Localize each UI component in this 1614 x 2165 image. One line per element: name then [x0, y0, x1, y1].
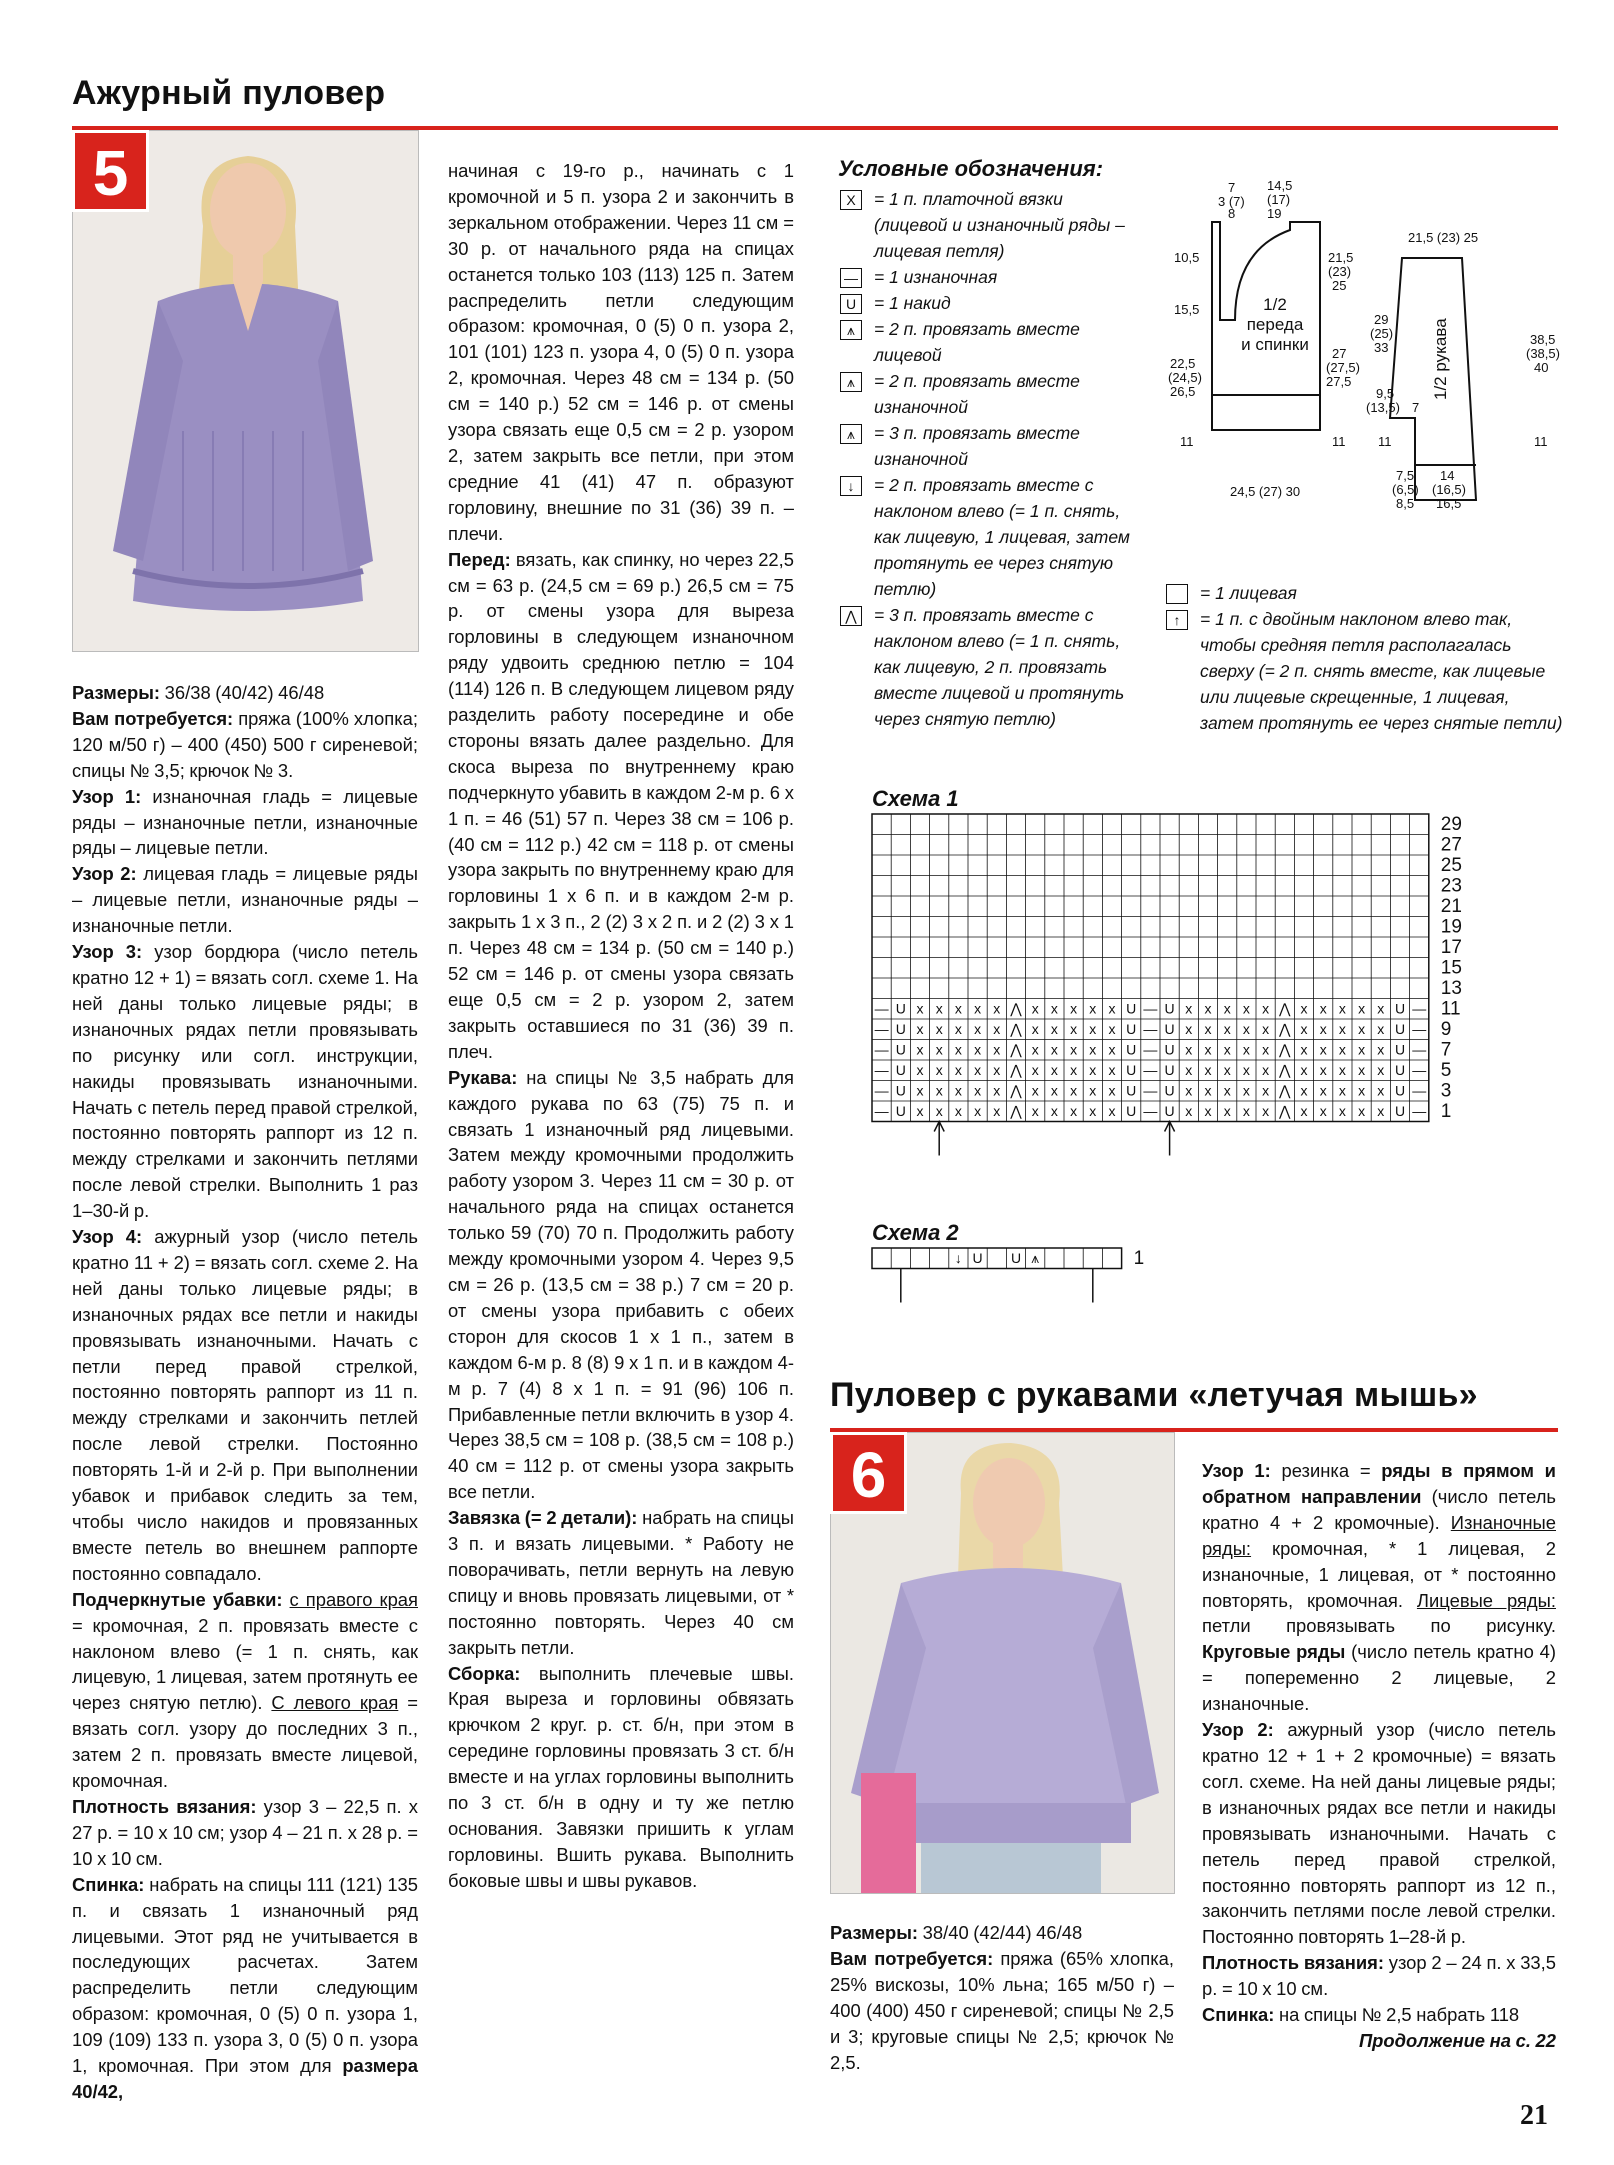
row-number: 29 — [1440, 814, 1462, 835]
schema1-title: Схема 1 — [872, 786, 959, 811]
paragraph: Вам потребуется: пряжа (100% хлопка; 120 м/50 г) – 400 (450) 500 г сиреневой; спицы № 3,5; крючок № 3. — [72, 707, 418, 781]
stitch-symbol: x — [1031, 1062, 1039, 1078]
stitch-symbol: x — [1262, 1082, 1270, 1099]
stitch-symbol: x — [1223, 1000, 1231, 1017]
stitch-symbol: ⋀ — [1279, 1041, 1291, 1058]
stitch-symbol: x — [993, 1103, 1001, 1119]
pattern-number-badge-1: 5 — [72, 130, 149, 212]
stitch-symbol: U — [1010, 1250, 1022, 1266]
legend-item: ↑ = 1 п. с двойным наклоном влево так, чтобы средняя петля располагалась сверху (= 2 п. снять вместе, как лицевые или лицевые скрещенные, 1 лицевая, затем протянуть ее через снятые петли) — [1166, 606, 1566, 736]
stitch-symbol: U — [1126, 1062, 1137, 1078]
stitch-symbol: x — [1223, 1103, 1231, 1119]
stitch-symbol: ⋀ — [1279, 1062, 1291, 1078]
stitch-symbol: x — [916, 1062, 924, 1078]
dim-label: 7 — [1228, 180, 1236, 195]
paragraph: Плотность вязания: узор 3 – 22,5 п. х 27 р. = 10 х 10 см; узор 4 – 21 п. х 28 р. = 10 х 10 см. — [72, 1795, 418, 1869]
stitch-symbol: x — [1319, 1041, 1327, 1058]
stitch-symbol: x — [1223, 1021, 1231, 1037]
stitch-symbol-icon: ⋀ — [840, 606, 862, 626]
paragraph: Спинка: на спицы № 2,5 набрать 118 — [1202, 2004, 1520, 2026]
stitch-symbol: x — [1338, 1062, 1346, 1078]
stitch-symbol: x — [954, 1082, 962, 1099]
stitch-symbol: — — [1143, 1103, 1158, 1119]
stitch-symbol: x — [1338, 1082, 1346, 1099]
dim-label: (6,5) — [1392, 482, 1419, 497]
stitch-symbol: x — [1070, 1021, 1078, 1037]
stitch-symbol: — — [1412, 1000, 1427, 1017]
stitch-symbol: x — [1377, 1082, 1385, 1099]
stitch-symbol: — — [874, 1103, 889, 1119]
dim-label: 10,5 — [1174, 250, 1200, 265]
paragraph: Рукава: на спицы № 3,5 набрать для каждого рукава по 63 (75) 75 п. и связать 1 изнаночный ряд лицевыми. Затем между кромочными продолжить работу узором 3. Через 11 см = 30 р. от начального ряда на спицах останется только 59 (70) 70 п. Продолжить работу между кромочными узором 4. Через 9,5 см = 26 р. (13,5 см = 38 р.) 7 см = 20 р. от смены узора прибавить с обеих сторон для скосов 1 х 1 п., затем в каждом 6-м р. 8 (8) 9 х 1 п. и в каждом 4-м р. 7 (4) 8 х 1 п. = 91 (96) 106 п. Прибавленные петли включить в узор 4. Через 38,5 см = 108 р. (38,5 см = 108 р.) 40 см = 112 р. от смены узора закрыть все петли. — [448, 1066, 794, 1503]
paragraph: Размеры: 36/38 (40/42) 46/48 — [72, 682, 325, 703]
stitch-symbol: x — [1300, 1082, 1308, 1099]
stitch-symbol-icon: ⩚ — [840, 372, 862, 392]
paragraph: Подчеркнутые убавки: с правого края = кромочная, 2 п. провязать вместе с наклоном влево (= 1 п. снять, как лицевую, 1 лицевая, затем протянуть ее через снятую петлю). С левого края = вязать согл. узору до последних 3 п., затем 2 п. провязать вместе лицевой, кромочная. — [72, 1588, 418, 1792]
stitch-symbol: x — [1070, 1103, 1078, 1119]
stitch-symbol: x — [1338, 1103, 1346, 1119]
stitch-symbol: x — [1338, 1021, 1346, 1037]
stitch-symbol: x — [1185, 1041, 1193, 1058]
stitch-symbol: x — [1050, 1062, 1058, 1078]
stitch-symbol: x — [1108, 1062, 1116, 1078]
stitch-symbol: — — [874, 1000, 889, 1017]
paragraph: Узор 4: ажурный узор (число петель кратно 11 + 2) = вязать согл. схеме 2. На ней даны только лицевые ряды; в изнаночных рядах все петли и накиды провязывать изнаночными. Начать с петли перед правой стрелкой, постоянно повторять раппорт из 11 п. между стрелками и закончить петлей после левой стрелки. Постоянно повторять 1-й и 2-й р. При выполнении убавок и прибавок следить за тем, чтобы число накидов и провязанных вместе петель во внешнем раппорте постоянно совпадало. — [72, 1226, 419, 1584]
body-piece-label: переда — [1246, 315, 1304, 334]
row-number: 9 — [1440, 1019, 1452, 1040]
legend-item: — = 1 изнаночная — [840, 264, 1140, 290]
stitch-symbol-icon: — — [840, 268, 862, 288]
dim-label: 21,5 — [1328, 250, 1354, 265]
stitch-symbol: x — [935, 1103, 943, 1119]
dim-label: 8 — [1228, 206, 1236, 221]
stitch-symbol: x — [1204, 1000, 1212, 1017]
stitch-symbol: x — [1319, 1062, 1327, 1078]
stitch-symbol: U — [895, 1021, 906, 1037]
stitch-symbol-icon: ⩚ — [840, 424, 862, 444]
stitch-symbol: x — [1031, 1021, 1039, 1037]
stitch-symbol: x — [1242, 1041, 1250, 1058]
article-title-1: Ажурный пуловер — [72, 74, 386, 112]
article2-column-1 — [830, 1920, 1174, 2075]
dim-label: (38,5) — [1526, 346, 1560, 361]
dim-label: (13,5) — [1366, 400, 1400, 415]
row-number: 23 — [1440, 875, 1462, 897]
stitch-symbol: U — [1126, 1103, 1137, 1119]
stitch-symbol: U — [895, 1062, 906, 1078]
stitch-symbol: x — [1108, 1021, 1116, 1037]
stitch-symbol-icon: ⩚ — [840, 320, 862, 340]
stitch-symbol: ⋀ — [1010, 1103, 1022, 1119]
stitch-symbol: x — [1242, 1062, 1250, 1078]
stitch-symbol: x — [1031, 1082, 1039, 1099]
stitch-symbol: x — [935, 1021, 943, 1037]
stitch-symbol: x — [1358, 1021, 1366, 1037]
dim-label: 8,5 — [1396, 496, 1415, 511]
stitch-symbol: U — [1164, 1082, 1175, 1099]
paragraph: начиная с 19-го р., начинать с 1 кромочной и 5 п. узора 2 и закончить в зеркальном отображении. Через 11 см = 30 р. от начального ряда на спицах останется только 103 (113) 125 п. Затем распределить петли следующим образом: кромочная, 0 (5) 0 п. узора 2, 101 (101) 123 п. узора 4, 0 (5) 0 п. узора 2, кромочная. Через 48 см = 134 р. (50 см = 140 р.) 52 см = 146 р. от смены узора связать еще 0,5 см = 2 р. узором 2, затем закрыть все петли, при этом средние 41 (41) 47 п. образуют горловину, внешние по 31 (36) 39 п. – плечи. — [448, 160, 794, 544]
stitch-symbol: U — [1164, 1041, 1175, 1058]
row-number: 11 — [1440, 998, 1461, 1020]
stitch-symbol: x — [1204, 1103, 1212, 1119]
paragraph: Плотность вязания: узор 2 – 24 п. х 33,5 р. = 10 х 10 см. — [1202, 1952, 1556, 2000]
stitch-symbol: x — [916, 1041, 924, 1058]
paragraph: Узор 3: узор бордюра (число петель кратно 12 + 1) = вязать согл. схеме 1. На ней даны только лицевые ряды; в изнаночных рядах петли провязывать по рисунку или согл. инструкции, накиды провязывать изнаночными. Начать с петель перед правой стрелкой, постоянно повторять раппорт из 12 п. между стрелками и закончить петлями после левой стрелки. Выполнить 1 раз 1–30-й р. — [72, 941, 418, 1222]
paragraph: Размеры: 38/40 (42/44) 46/48 — [830, 1922, 1083, 1943]
stitch-symbol: U — [1394, 1062, 1406, 1078]
stitch-symbol: ⋀ — [1010, 1000, 1022, 1017]
row-number: 1 — [1133, 1248, 1145, 1269]
article1-column-2 — [448, 158, 794, 1894]
dim-label: 38,5 — [1530, 332, 1556, 347]
stitch-symbol: x — [1223, 1062, 1231, 1078]
stitch-symbol-icon: U — [840, 294, 862, 314]
stitch-symbol: x — [1070, 1000, 1078, 1017]
dim-label: (16,5) — [1432, 482, 1466, 497]
double-decrease-icon: ↑ — [1166, 610, 1188, 630]
stitch-symbol: U — [895, 1000, 906, 1017]
stitch-symbol: x — [1089, 1103, 1097, 1119]
stitch-symbol: — — [874, 1062, 889, 1078]
stitch-symbol: ⋀ — [1279, 1103, 1291, 1119]
stitch-symbol: x — [1089, 1021, 1097, 1037]
paragraph: Узор 2: ажурный узор (число петель кратно 12 + 1 + 2 кромочные) = вязать согл. схеме. На ней даны лицевые ряды; в изнаночных рядах все петли и накиды провязывать изнаночными. Начать с петель перед правой стрелкой, постоянно повторять раппорт из 12 п., закончить петлями после левой стрелки. Постоянно повторять 1–28-й р. — [1202, 1719, 1556, 1948]
stitch-symbol: x — [1377, 1021, 1385, 1037]
row-number: 19 — [1440, 916, 1462, 938]
stitch-symbol: x — [1300, 1021, 1308, 1037]
stitch-symbol: x — [1185, 1021, 1193, 1037]
page-number: 21 — [1520, 2100, 1548, 2131]
paragraph: Вам потребуется: пряжа (65% хлопка, 25% вискозы, 10% льна; 165 м/50 г) – 400 (400) 450 г сиреневой; спицы № 2,5 и 3; круговые спицы № 2,5; крючок № 2,5. — [830, 1947, 1174, 2073]
legend-item: X = 1 п. платочной вязки (лицевой и изнаночный ряды – лицевая петля) — [840, 186, 1140, 264]
stitch-symbol: x — [1050, 1000, 1058, 1017]
stitch-symbol: x — [1300, 1103, 1308, 1119]
article-title-2: Пуловер с рукавами «летучая мышь» — [830, 1376, 1478, 1414]
stitch-symbol: x — [993, 1021, 1001, 1037]
stitch-symbol: — — [1412, 1103, 1427, 1119]
stitch-symbol: x — [1204, 1041, 1212, 1058]
dim-label: 16,5 — [1436, 496, 1462, 511]
stitch-symbol: x — [954, 1000, 962, 1017]
dim-label: 15,5 — [1174, 302, 1200, 317]
stitch-symbol: U — [1126, 1082, 1137, 1099]
stitch-symbol: ⩚ — [1031, 1250, 1040, 1266]
stitch-symbol: U — [1394, 1041, 1406, 1058]
dim-label: 7,5 — [1396, 468, 1415, 483]
stitch-symbol: x — [935, 1082, 943, 1099]
stitch-symbol: x — [974, 1082, 982, 1099]
stitch-symbol: x — [1377, 1062, 1385, 1078]
row-number: 1 — [1440, 1101, 1452, 1122]
dim-label: 27,5 — [1326, 374, 1352, 389]
stitch-symbol: x — [1358, 1082, 1366, 1099]
stitch-symbol: x — [1300, 1062, 1308, 1078]
stitch-symbol: x — [916, 1000, 924, 1017]
stitch-symbol: x — [1089, 1000, 1097, 1017]
stitch-symbol: x — [1242, 1021, 1250, 1037]
dim-label: (23) — [1328, 264, 1352, 279]
paragraph: Спинка: набрать на спицы 111 (121) 135 п. и связать 1 изнаночный ряд лицевыми. Этот ряд не учитывается в последующих расчетах. Затем распределить петли следующим образом: кромочная, 0 (5) 0 п. узора 1, 109 (109) 133 п. узора 3, 0 (5) 0 п. узора 1, кромочная. При этом для размера 40/42, — [72, 1873, 418, 2102]
stitch-symbol: x — [1108, 1082, 1116, 1099]
stitch-symbol: x — [1050, 1041, 1058, 1058]
row-number: 21 — [1440, 896, 1462, 917]
dim-label: 21,5 (23) 25 — [1408, 230, 1479, 245]
stitch-symbol: x — [1050, 1082, 1058, 1099]
stitch-symbol: ⋀ — [1279, 1082, 1291, 1099]
stitch-symbol: x — [1262, 1021, 1270, 1037]
stitch-symbol: U — [1164, 1021, 1175, 1037]
stitch-symbol: x — [1070, 1041, 1078, 1058]
stitch-symbol: x — [1108, 1103, 1116, 1119]
legend-list-2 — [1166, 580, 1566, 736]
article2-column-2 — [1202, 1458, 1556, 2054]
dim-label: 27 — [1332, 346, 1347, 361]
schema1-chart — [870, 812, 1520, 1224]
row-number: 25 — [1440, 855, 1462, 876]
stitch-symbol: x — [1338, 1041, 1346, 1058]
stitch-symbol: x — [1377, 1041, 1385, 1058]
paragraph: Перед: вязать, как спинку, но через 22,5 см = 63 р. (24,5 см = 69 р.) 26,5 см = 75 р. от смены узора для выреза горловины в следующем изнаночном ряду удвоить среднюю петлю = 104 (114) 126 п. В следующем лицевом ряду разделить работу посередине и обе стороны вязать далее раздельно. Для скоса выреза по внутреннему краю подчеркнуто убавить в каждом 2-м р. 6 х 1 п. = 46 (51) 57 п. Через 38 см = 106 р. (40 см = 112 р.) 42 см = 118 р. от смены узора закрыть по внутреннему краю для горловины 1 х 6 п. и в каждом 2-м р. закрыть 1 х 3 п., 2 (2) 3 х 2 п. и 2 (2) 3 х 1 п. Через 48 см = 134 р. (50 см = 140 р.) 52 см = 146 р. от смены узора связать еще 0,5 см = 2 р. узором 2, затем закрыть оставшиеся по 31 (36) 39 п. плеч. — [448, 548, 794, 1062]
stitch-symbol: x — [1089, 1041, 1097, 1058]
legend-item: ⩚ = 2 п. провязать вместе лицевой — [840, 316, 1140, 368]
dim-label: 7 — [1412, 400, 1420, 415]
stitch-symbol: x — [1070, 1082, 1078, 1099]
sleeve-piece-label: 1/2 рукава — [1431, 318, 1450, 400]
paragraph: Узор 1: изнаночная гладь = лицевые ряды – изнаночные петли, изнаночные ряды – лицевые петли. — [72, 785, 418, 859]
stitch-symbol: U — [972, 1250, 983, 1266]
stitch-symbol: x — [1319, 1082, 1327, 1099]
stitch-symbol: x — [1358, 1000, 1366, 1017]
stitch-symbol: x — [1338, 1000, 1346, 1017]
stitch-symbol: x — [974, 1041, 982, 1058]
dim-label: 11 — [1534, 434, 1548, 449]
stitch-symbol: x — [1358, 1041, 1366, 1058]
stitch-symbol: x — [1204, 1062, 1212, 1078]
stitch-symbol: ↓ — [954, 1250, 962, 1266]
dim-label: 29 — [1374, 312, 1389, 327]
dim-label: 11 — [1332, 434, 1346, 449]
stitch-symbol: x — [974, 1021, 982, 1037]
stitch-symbol: ⋀ — [1279, 1000, 1291, 1017]
continued-note: Продолжение на с. 22 — [1358, 2029, 1556, 2051]
stitch-symbol: x — [1204, 1021, 1212, 1037]
row-number: 7 — [1440, 1039, 1452, 1061]
knit-stitch-icon — [1166, 584, 1188, 604]
stitch-symbol: x — [1242, 1103, 1250, 1119]
stitch-symbol: — — [1143, 1062, 1158, 1078]
stitch-symbol: x — [1262, 1000, 1270, 1017]
pattern-number-badge-2: 6 — [830, 1432, 907, 1514]
dim-label: (24,5) — [1168, 370, 1202, 385]
stitch-symbol: x — [1223, 1041, 1231, 1058]
stitch-symbol: x — [1223, 1082, 1231, 1099]
body-piece-label: 1/2 — [1263, 295, 1287, 314]
dim-label: (25) — [1370, 326, 1394, 341]
stitch-symbol: — — [874, 1082, 889, 1099]
stitch-symbol: x — [993, 1000, 1001, 1017]
stitch-symbol: — — [1412, 1021, 1427, 1037]
body-piece-label: и спинки — [1241, 335, 1309, 354]
legend-item: ↓ = 2 п. провязать вместе с наклоном влево (= 1 п. снять, как лицевую, 1 лицевая, затем протянуть ее через снятую петлю) — [840, 472, 1140, 602]
dim-label: 26,5 — [1170, 384, 1196, 399]
stitch-symbol: — — [874, 1041, 889, 1058]
stitch-symbol: x — [1242, 1000, 1250, 1017]
legend-item: ⋀ = 3 п. провязать вместе с наклоном влево (= 1 п. снять, как лицевую, 2 п. провязать вместе лицевой и протянуть через снятую петлю) — [840, 602, 1140, 732]
stitch-symbol: U — [1394, 1103, 1406, 1119]
row-number: 3 — [1440, 1080, 1452, 1102]
dim-label: (27,5) — [1326, 360, 1360, 375]
stitch-symbol: U — [895, 1082, 906, 1099]
stitch-symbol: — — [1412, 1062, 1427, 1078]
stitch-symbol-icon: ↓ — [840, 476, 862, 496]
legend-item: U = 1 накид — [840, 290, 1140, 316]
stitch-symbol: x — [1262, 1062, 1270, 1078]
stitch-symbol: x — [974, 1103, 982, 1119]
stitch-symbol: — — [1143, 1021, 1158, 1037]
stitch-symbol: x — [993, 1082, 1001, 1099]
row-number: 13 — [1440, 978, 1462, 999]
stitch-symbol: ⋀ — [1010, 1021, 1022, 1037]
stitch-symbol: U — [1164, 1000, 1175, 1017]
paragraph: Узор 1: резинка = ряды в прямом и обратном направлении (число петель кратно 4 + 2 кромочные). Изнаночные ряды: кромочная, * 1 лицевая, 2 изнаночные, 1 лицевая, от * постоянно повторять, кромочная. Лицевые ряды: петли провязывать по рисунку. Круговые ряды (число петель кратно 4) = попеременно 2 лицевые, 2 изнаночные. — [1202, 1460, 1557, 1715]
stitch-symbol: U — [1394, 1000, 1406, 1017]
dim-label: 25 — [1332, 278, 1347, 293]
stitch-symbol: x — [1358, 1062, 1366, 1078]
stitch-symbol: x — [1031, 1103, 1039, 1119]
stitch-symbol: x — [1185, 1103, 1193, 1119]
stitch-symbol: x — [1031, 1041, 1039, 1058]
stitch-symbol: x — [1070, 1062, 1078, 1078]
stitch-symbol: x — [1108, 1000, 1116, 1017]
dim-label: (17) — [1267, 192, 1291, 207]
legend-list — [840, 186, 1140, 732]
article1-column-1 — [72, 680, 418, 2105]
stitch-symbol: — — [1412, 1082, 1427, 1099]
dim-label: 19 — [1267, 206, 1282, 221]
stitch-symbol: x — [1262, 1103, 1270, 1119]
stitch-symbol: x — [993, 1041, 1001, 1058]
stitch-symbol: ⋀ — [1279, 1021, 1291, 1037]
legend-item: ⩚ = 2 п. провязать вместе изнаночной — [840, 368, 1140, 420]
stitch-symbol: x — [1050, 1103, 1058, 1119]
stitch-symbol: U — [1394, 1082, 1406, 1099]
stitch-symbol: x — [916, 1021, 924, 1037]
stitch-symbol: ⋀ — [1010, 1062, 1022, 1078]
stitch-symbol: — — [874, 1021, 889, 1037]
dim-label: 24,5 (27) 30 — [1230, 484, 1301, 499]
stitch-symbol: U — [895, 1103, 906, 1119]
stitch-symbol: x — [1050, 1021, 1058, 1037]
dim-label: 11 — [1180, 434, 1194, 449]
dim-label: 9,5 — [1376, 386, 1395, 401]
dim-label: 33 — [1374, 340, 1389, 355]
row-number: 27 — [1440, 834, 1462, 856]
stitch-symbol: x — [935, 1041, 943, 1058]
stitch-symbol: x — [954, 1103, 962, 1119]
dim-label: 40 — [1534, 360, 1549, 375]
paragraph: Завязка (= 2 детали): набрать на спицы 3 п. и вязать лицевыми. * Работу не поворачивать, петли вернуть на левую спицу и вновь провязать лицевыми, от * постоянно повторять. Через 40 см закрыть петли. — [448, 1507, 794, 1658]
legend-item: ⩚ = 3 п. провязать вместе изнаночной — [840, 420, 1140, 472]
stitch-symbol: x — [1319, 1021, 1327, 1037]
schema2-chart — [870, 1246, 1230, 1306]
stitch-symbol: x — [1185, 1062, 1193, 1078]
stitch-symbol: x — [1031, 1000, 1039, 1017]
stitch-symbol: x — [1204, 1082, 1212, 1099]
stitch-symbol: — — [1143, 1082, 1158, 1099]
stitch-symbol: x — [916, 1082, 924, 1099]
stitch-symbol: x — [974, 1000, 982, 1017]
stitch-symbol: x — [1185, 1000, 1193, 1017]
dim-label: 11 — [1378, 434, 1392, 449]
stitch-symbol: x — [954, 1021, 962, 1037]
row-number: 17 — [1440, 937, 1462, 958]
dim-label: 14,5 — [1267, 178, 1293, 193]
paragraph: Сборка: выполнить плечевые швы. Края выреза и горловины обвязать крючком 2 круг. р. ст. б/н, при этом в середине горловины провязать 3 ст. б/н вместе и на углах горловины выполнить по 3 ст. б/н в одну и ту же петлю основания. Завязки пришить к углам горловины. Вшить рукава. Выполнить боковые швы и швы рукавов. — [448, 1662, 794, 1891]
paragraph: Узор 2: лицевая гладь = лицевые ряды – лицевые петли, изнаночные ряды – изнаночные петли. — [72, 863, 419, 937]
stitch-symbol: x — [1108, 1041, 1116, 1058]
legend-title: Условные обозначения: — [838, 156, 1104, 181]
stitch-symbol: x — [935, 1062, 943, 1078]
stitch-symbol: U — [1126, 1021, 1137, 1037]
stitch-symbol: U — [1164, 1103, 1175, 1119]
stitch-symbol: x — [1262, 1041, 1270, 1058]
stitch-symbol: x — [1185, 1082, 1193, 1099]
stitch-symbol: — — [1412, 1041, 1427, 1058]
stitch-symbol: x — [1319, 1103, 1327, 1119]
schema2-title: Схема 2 — [872, 1220, 959, 1245]
stitch-symbol: x — [916, 1103, 924, 1119]
pattern-diagram — [1160, 170, 1580, 530]
stitch-symbol: — — [1143, 1000, 1158, 1017]
stitch-symbol: U — [895, 1041, 906, 1058]
stitch-symbol: U — [1126, 1041, 1137, 1058]
legend-item: = 1 лицевая — [1166, 580, 1566, 606]
dim-label: 14 — [1440, 468, 1455, 483]
stitch-symbol: ⋀ — [1010, 1082, 1022, 1099]
stitch-symbol: x — [1300, 1000, 1308, 1017]
stitch-symbol: x — [1358, 1103, 1366, 1119]
dim-label: 3 (7) — [1218, 194, 1245, 209]
stitch-symbol: — — [1143, 1041, 1158, 1058]
stitch-symbol: U — [1164, 1062, 1175, 1078]
stitch-symbol: U — [1126, 1000, 1137, 1017]
stitch-symbol: x — [993, 1062, 1001, 1078]
stitch-symbol: x — [954, 1062, 962, 1078]
row-number: 15 — [1440, 957, 1462, 979]
stitch-symbol: x — [1089, 1062, 1097, 1078]
stitch-symbol: x — [1377, 1000, 1385, 1017]
stitch-symbol: x — [974, 1062, 982, 1078]
stitch-symbol: U — [1394, 1021, 1406, 1037]
stitch-symbol: x — [954, 1041, 962, 1058]
stitch-symbol: x — [1242, 1082, 1250, 1099]
dim-label: 22,5 — [1170, 356, 1196, 371]
stitch-symbol: x — [1377, 1103, 1385, 1119]
stitch-symbol: x — [1300, 1041, 1308, 1058]
stitch-symbol-icon: X — [840, 190, 862, 210]
stitch-symbol: x — [1089, 1082, 1097, 1099]
stitch-symbol: ⋀ — [1010, 1041, 1022, 1058]
row-number: 5 — [1440, 1060, 1452, 1081]
schema2-frame — [872, 1248, 1122, 1269]
stitch-symbol: x — [1319, 1000, 1327, 1017]
stitch-symbol: x — [935, 1000, 943, 1017]
